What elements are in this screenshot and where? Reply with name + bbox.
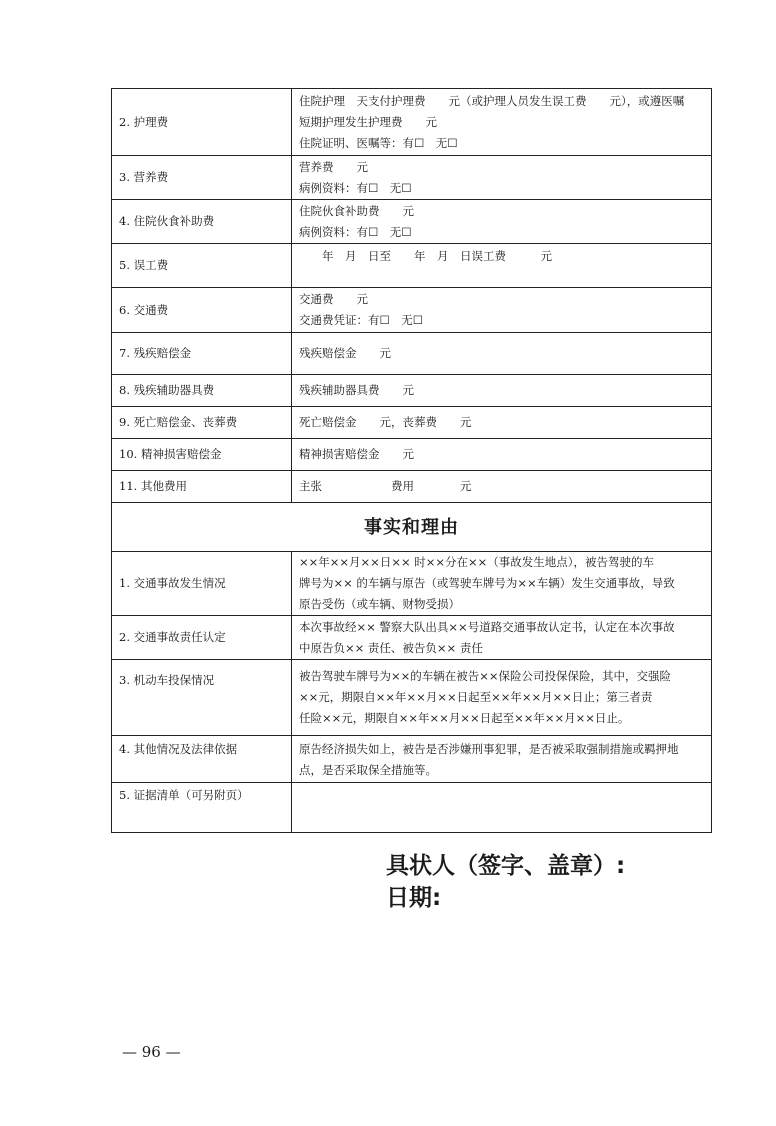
value-line: 病例资料：有☐ 无☐	[299, 224, 412, 239]
row-label: 5. 证据清单（可另附页）	[112, 783, 292, 833]
fact-row-liability	[112, 616, 712, 660]
value-line: 年 月 日至 年 月 日误工费 元	[299, 249, 552, 263]
row-label: 3. 营养费	[112, 156, 292, 200]
row-value	[292, 333, 712, 375]
row-value	[292, 89, 712, 156]
page-number: — 96 —	[122, 1043, 181, 1061]
value-line: 交通费凭证：有☐ 无☐	[299, 313, 424, 327]
row-label: 5. 误工费	[112, 244, 292, 288]
row-value	[292, 660, 712, 736]
row-value	[292, 616, 712, 660]
value-line: 残疾辅助器具费 元	[299, 383, 414, 397]
value-line: 点，是否采取保全措施等。	[299, 763, 437, 777]
value-line: ××年××月××日×× 时××分在××（事故发生地点），被告驾驶的车	[299, 555, 655, 569]
value-line: 被告驾驶车牌号为××的车辆在被告××保险公司投保保险，其中，交强险	[299, 669, 672, 683]
section-title: 事实和理由	[112, 503, 712, 552]
fact-row-evidence	[112, 783, 712, 833]
signer-label: 具状人（签字、盖章）:	[386, 853, 626, 879]
value-line: 原告受伤（或车辆、财物受损）	[299, 597, 460, 611]
expense-row-disability-aids	[112, 375, 712, 407]
value-line: 任险××元，期限自××年××月××日起至××年××月××日止。	[299, 711, 630, 725]
row-label: 11. 其他费用	[112, 471, 292, 503]
expense-row-lost-wages	[112, 244, 712, 288]
row-label: 3. 机动车投保情况	[112, 660, 292, 736]
row-value	[292, 552, 712, 616]
expense-row-death-funeral	[112, 407, 712, 439]
value-line: 短期护理发生护理费 元	[299, 114, 437, 129]
value-line: 住院证明、医嘱等：有☐ 无☐	[299, 135, 458, 150]
row-label: 6. 交通费	[112, 288, 292, 333]
value-line: 原告经济损失如上，被告是否涉嫌刑事犯罪，是否被采取强制措施或羁押地	[299, 742, 679, 756]
row-label: 10. 精神损害赔偿金	[112, 439, 292, 471]
value-line: 中原告负×× 责任、被告负×× 责任	[299, 640, 483, 655]
value-line: 营养费 元	[299, 159, 368, 174]
row-value	[292, 375, 712, 407]
row-value	[292, 407, 712, 439]
expense-row-disability-compensation	[112, 333, 712, 375]
value-line: 本次事故经×× 警察大队出具××号道路交通事故认定书，认定在本次事故	[299, 619, 675, 634]
fact-row-accident	[112, 552, 712, 616]
expense-row-mental-damage	[112, 439, 712, 471]
row-label: 8. 残疾辅助器具费	[112, 375, 292, 407]
row-label: 1. 交通事故发生情况	[112, 552, 292, 616]
row-label: 2. 交通事故责任认定	[112, 616, 292, 660]
row-label: 2. 护理费	[112, 89, 292, 156]
row-label: 9. 死亡赔偿金、丧葬费	[112, 407, 292, 439]
value-line: 住院伙食补助费 元	[299, 203, 414, 218]
expense-row-nutrition	[112, 156, 712, 200]
row-value	[292, 439, 712, 471]
row-value	[292, 200, 712, 244]
value-line: 主张 费用 元	[299, 479, 472, 493]
value-line: 交通费 元	[299, 292, 368, 306]
value-line: 死亡赔偿金 元，丧葬费 元	[299, 415, 472, 429]
complaint-form-table	[111, 88, 712, 833]
section-heading-row	[112, 503, 712, 552]
row-value	[292, 288, 712, 333]
signature-block	[386, 850, 625, 914]
row-label: 7. 残疾赔偿金	[112, 333, 292, 375]
evidence-field[interactable]	[292, 783, 712, 833]
value-line: ××元，期限自××年××月××日起至××年××月××日止；第三者责	[299, 690, 653, 704]
value-line: 住院护理 天支付护理费 元（或护理人员发生误工费 元），或遵医嘱	[299, 93, 685, 108]
value-line: 精神损害赔偿金 元	[299, 447, 414, 461]
expense-row-nursing	[112, 89, 712, 156]
expense-row-transport	[112, 288, 712, 333]
date-label: 日期:	[386, 885, 442, 911]
row-value	[292, 736, 712, 783]
row-label: 4. 住院伙食补助费	[112, 200, 292, 244]
row-value	[292, 244, 712, 288]
row-value	[292, 156, 712, 200]
value-line: 残疾赔偿金 元	[299, 346, 391, 360]
fact-row-other-legal	[112, 736, 712, 783]
value-line: 病例资料：有☐ 无☐	[299, 180, 412, 195]
expense-row-other	[112, 471, 712, 503]
row-value	[292, 471, 712, 503]
row-label: 4. 其他情况及法律依据	[112, 736, 292, 783]
value-line: 牌号为×× 的车辆与原告（或驾驶车牌号为××车辆）发生交通事故，导致	[299, 576, 675, 590]
expense-row-meal-allowance	[112, 200, 712, 244]
fact-row-insurance	[112, 660, 712, 736]
